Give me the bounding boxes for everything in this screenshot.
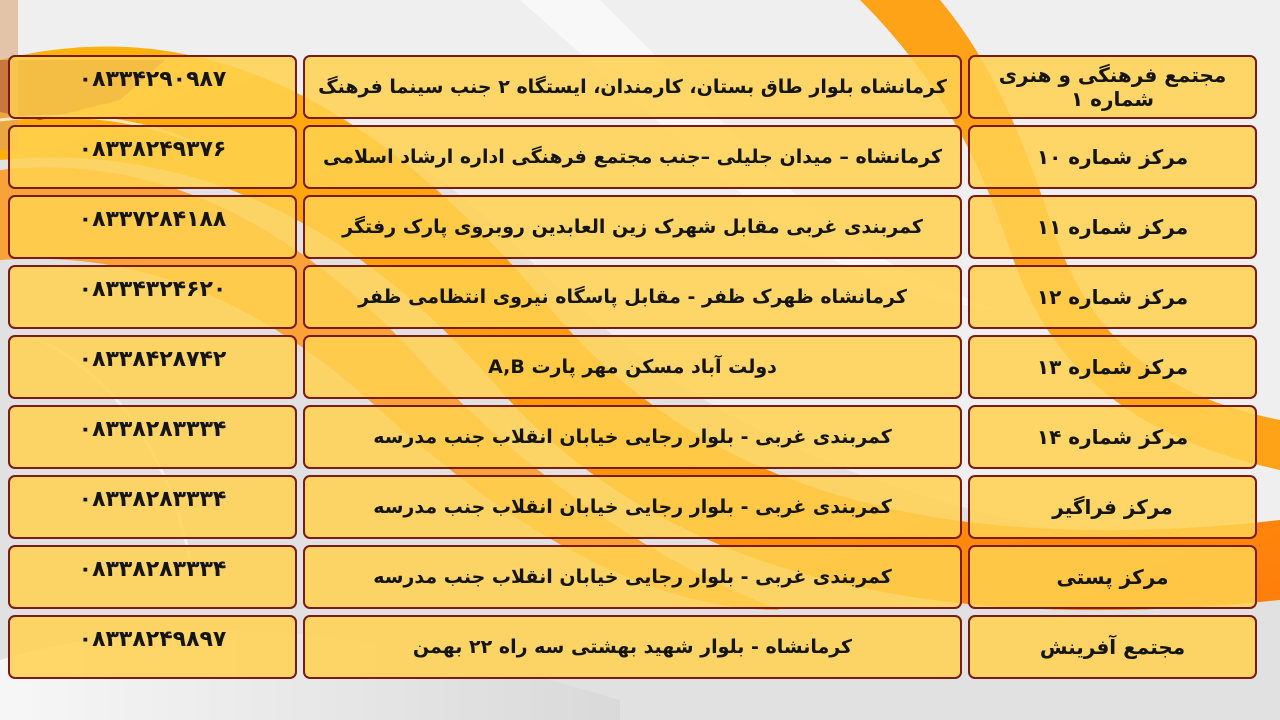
center-name-cell: مرکز پستی (968, 545, 1257, 609)
phone-cell: ۰۸۳۳۸۲۴۹۸۹۷ (8, 615, 297, 679)
phone-cell: ۰۸۳۳۸۴۲۸۷۴۲ (8, 335, 297, 399)
phone-cell: ۰۸۳۳۷۲۸۴۱۸۸ (8, 195, 297, 259)
center-name-cell: مرکز فراگیر (968, 475, 1257, 539)
phone-cell: ۰۸۳۳۸۲۸۳۳۳۴ (8, 545, 297, 609)
address-cell: کرمانشاه – میدان جلیلی –جنب مجتمع فرهنگی اداره ارشاد اسلامی (303, 125, 962, 189)
table-row (8, 195, 1260, 259)
table-row (8, 335, 1260, 399)
address-cell: کمربندی غربی - بلوار رجایی خیابان انقلاب جنب مدرسه (303, 545, 962, 609)
table-row (8, 55, 1260, 119)
table-row (8, 125, 1260, 189)
table-row (8, 475, 1260, 539)
address-cell: کمربندی غربی - بلوار رجایی خیابان انقلاب جنب مدرسه (303, 405, 962, 469)
address-cell: کمربندی غربی مقابل شهرک زین العابدین روبروی پارک رفتگر (303, 195, 962, 259)
center-name-cell: مجتمع فرهنگی و هنری شماره ۱ (968, 55, 1257, 119)
center-name-cell: مجتمع آفرینش (968, 615, 1257, 679)
address-cell: کرمانشاه ظهرک ظفر - مقابل پاسگاه نیروی انتظامی ظفر (303, 265, 962, 329)
center-name-cell: مرکز شماره ۱۱ (968, 195, 1257, 259)
address-cell: دولت آباد مسکن مهر پارت A,B (303, 335, 962, 399)
center-name-cell: مرکز شماره ۱۳ (968, 335, 1257, 399)
phone-cell: ۰۸۳۳۸۲۸۳۳۳۴ (8, 405, 297, 469)
table-row (8, 265, 1260, 329)
table-row (8, 545, 1260, 609)
table-row (8, 615, 1260, 679)
phone-cell: ۰۸۳۳۸۲۴۹۳۷۶ (8, 125, 297, 189)
phone-cell: ۰۸۳۳۴۲۹۰۹۸۷ (8, 55, 297, 119)
address-cell: کمربندی غربی - بلوار رجایی خیابان انقلاب جنب مدرسه (303, 475, 962, 539)
centers-table (8, 55, 1260, 680)
center-name-cell: مرکز شماره ۱۰ (968, 125, 1257, 189)
table-row (8, 405, 1260, 469)
address-cell: کرمانشاه - بلوار شهید بهشتی سه راه ۲۲ بهمن (303, 615, 962, 679)
center-name-cell: مرکز شماره ۱۲ (968, 265, 1257, 329)
center-name-cell: مرکز شماره ۱۴ (968, 405, 1257, 469)
address-cell: کرمانشاه بلوار طاق بستان، کارمندان، ایستگاه ۲ جنب سینما فرهنگ (303, 55, 962, 119)
phone-cell: ۰۸۳۳۴۳۲۴۶۲۰ (8, 265, 297, 329)
phone-cell: ۰۸۳۳۸۲۸۳۳۳۴ (8, 475, 297, 539)
